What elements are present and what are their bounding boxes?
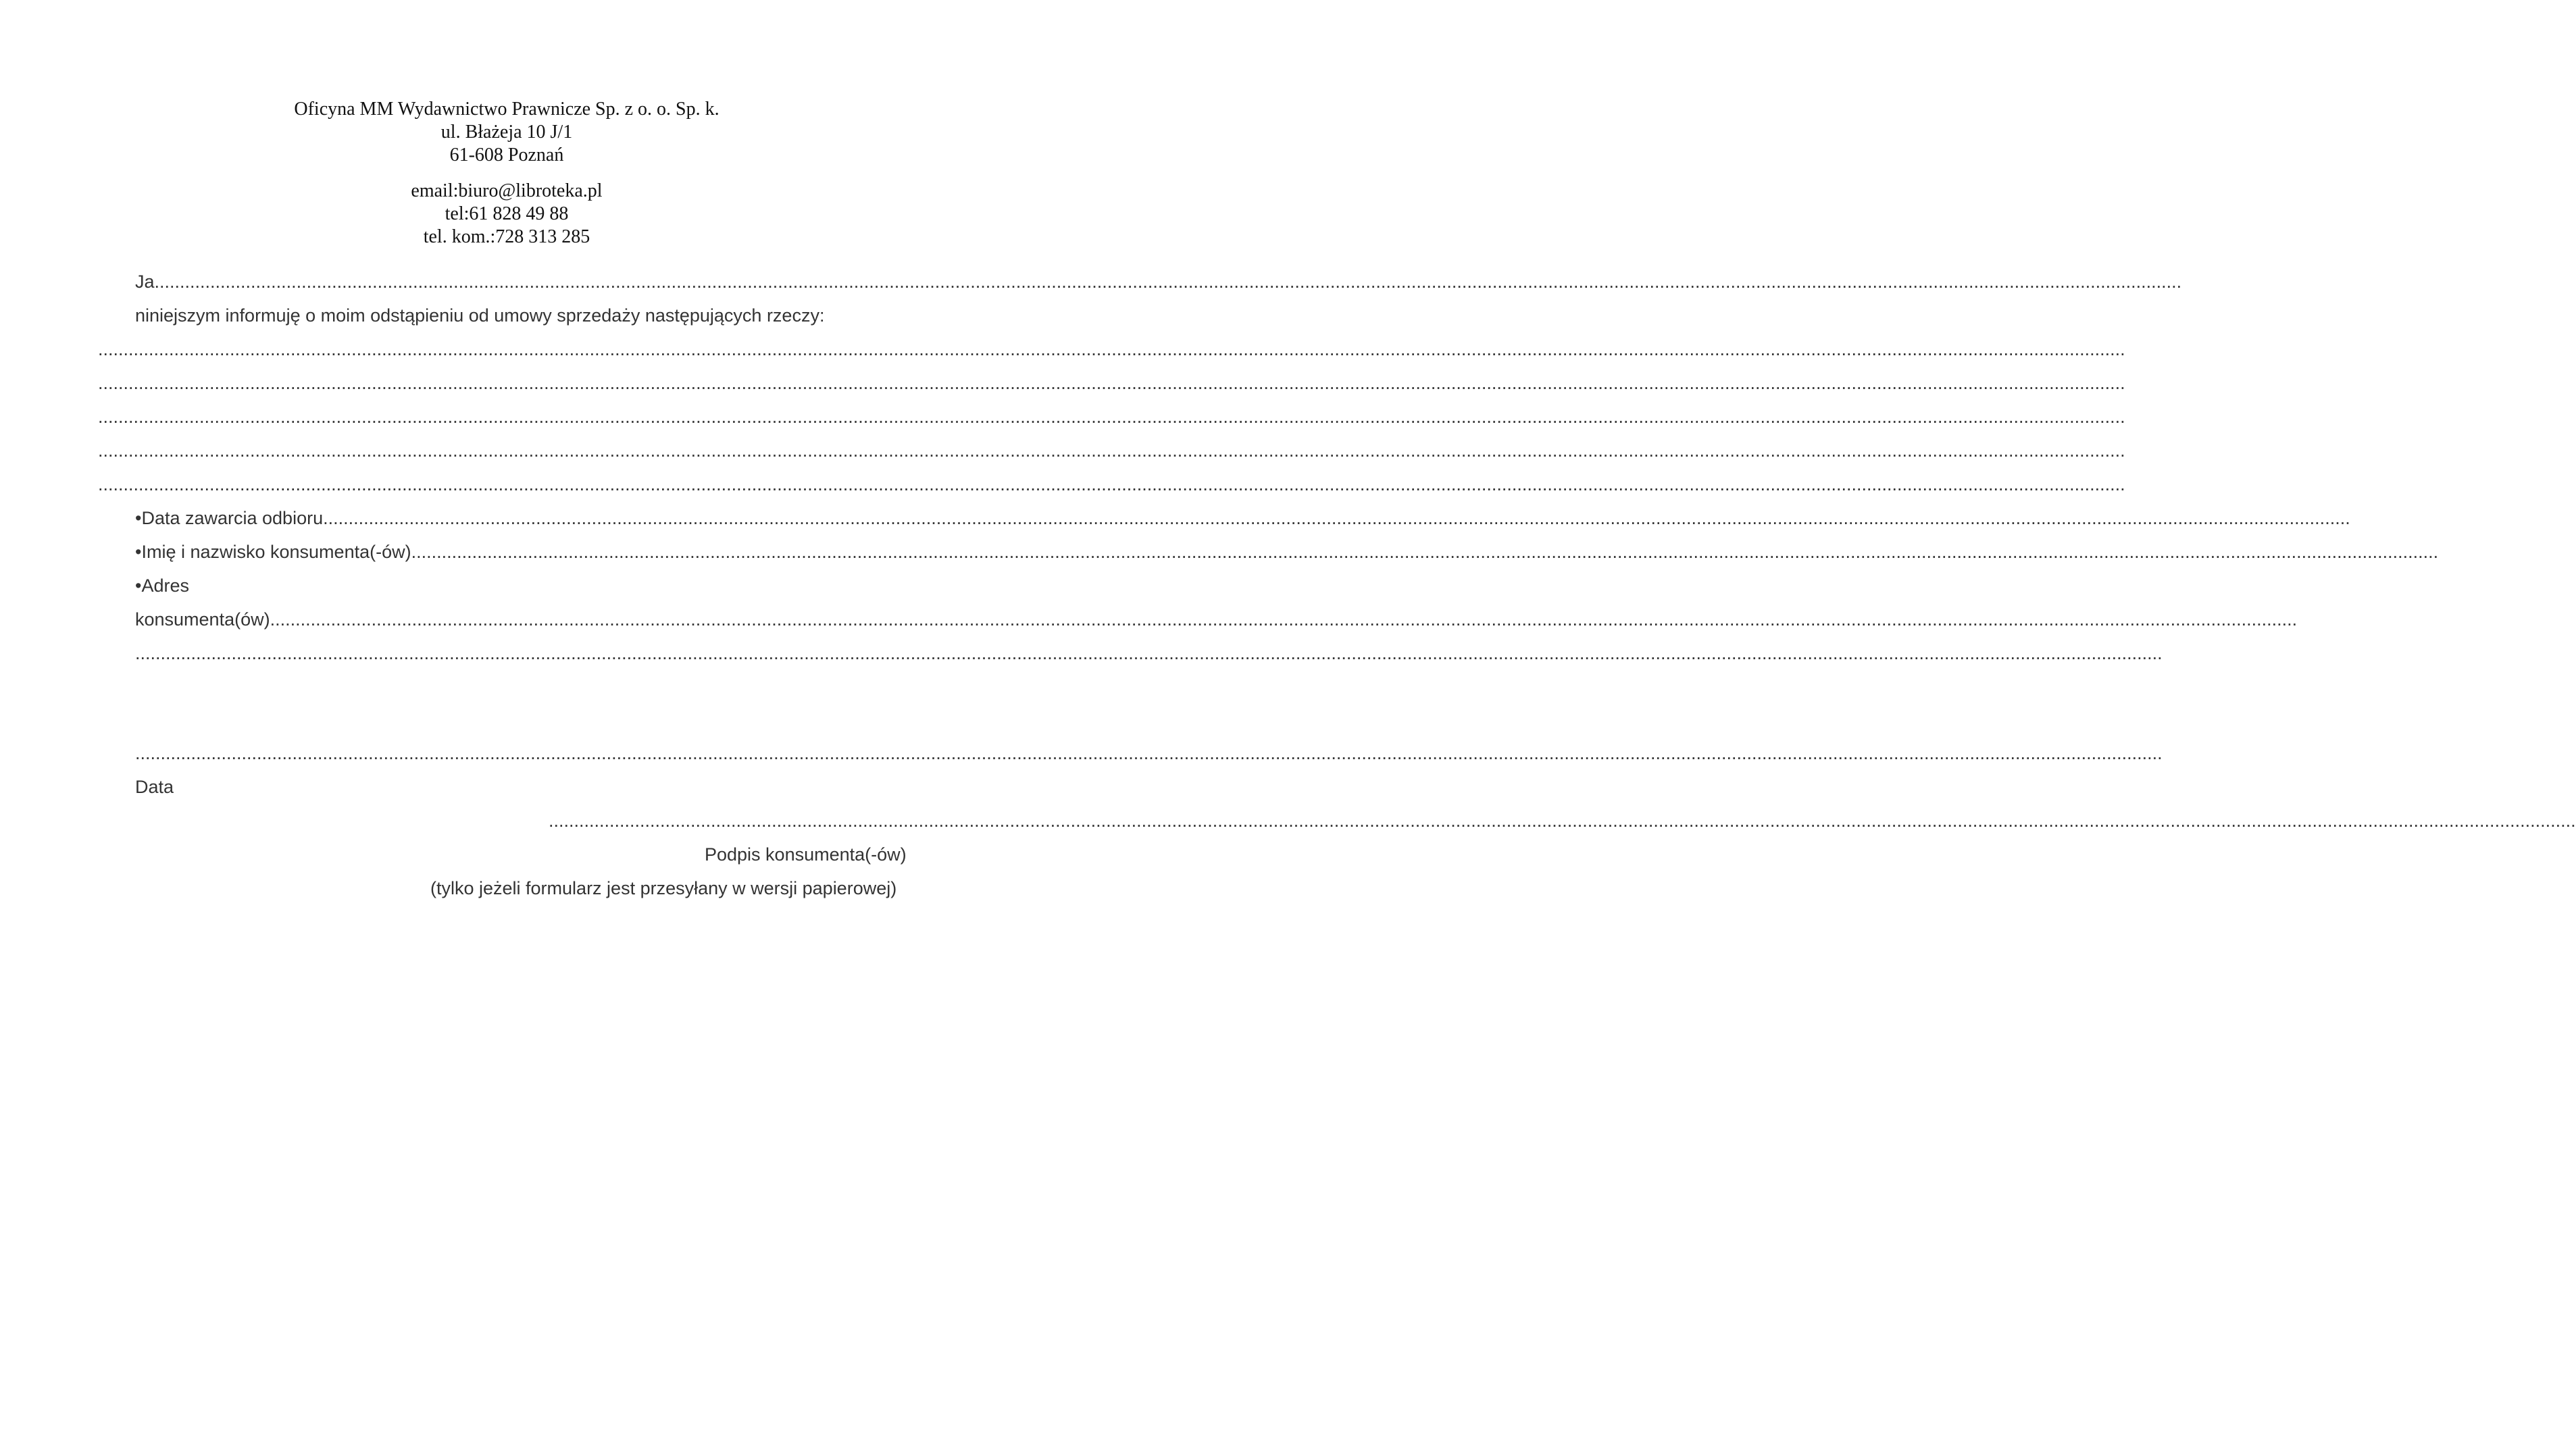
- address-label: •Adres: [135, 575, 189, 596]
- consumer-address-label: konsumenta(ów): [135, 609, 270, 630]
- items-line-5[interactable]: ................................................................................................................................................................................................................................................................................................................................................................................................................: [98, 474, 2125, 494]
- contract-date-field[interactable]: [135, 507, 2350, 530]
- contact-header: [0, 180, 1013, 249]
- consumer-address-dots: ................................................................................................................................................................................................................................................................................................................................................................................................................: [270, 609, 2298, 630]
- email-address: email:biuro@libroteka.pl: [411, 180, 603, 201]
- company-name: Oficyna MM Wydawnictwo Prawnicze Sp. z o. o. Sp. k.: [294, 99, 719, 120]
- city-postal: 61-608 Poznań: [449, 145, 564, 165]
- publisher-header: [0, 98, 1013, 167]
- items-line-3[interactable]: ................................................................................................................................................................................................................................................................................................................................................................................................................: [98, 407, 2125, 427]
- withdrawal-statement: niniejszym informuję o moim odstąpieniu od umowy sprzedaży następujących rzeczy:: [135, 305, 825, 326]
- ja-label: Ja: [135, 272, 155, 292]
- items-line-2[interactable]: ................................................................................................................................................................................................................................................................................................................................................................................................................: [98, 373, 2125, 393]
- phone-number: tel:61 828 49 88: [445, 203, 569, 224]
- consumer-name-field[interactable]: [135, 540, 2439, 563]
- street-address: ul. Błażeja 10 J/1: [440, 122, 573, 143]
- consumer-name-dots: ................................................................................................................................................................................................................................................................................................................................................................................................................: [411, 542, 2439, 562]
- consumer-address-line-2[interactable]: [135, 642, 2163, 665]
- items-line-1[interactable]: ................................................................................................................................................................................................................................................................................................................................................................................................................: [98, 339, 2125, 359]
- signature-caption: Podpis konsumenta(-ów): [705, 844, 907, 865]
- consumer-name-label: •Imię i nazwisko konsumenta(-ów): [135, 542, 411, 562]
- date-signature-line[interactable]: ................................................................................................................................................................................................................................................................................................................................................................................................................: [135, 743, 2163, 763]
- ja-dots: ................................................................................................................................................................................................................................................................................................................................................................................................................: [154, 272, 2182, 292]
- signature-line[interactable]: ................................................................................................................................................................................................................................................................................................................................................................................................................: [549, 811, 2576, 831]
- consumer-address-field[interactable]: [135, 608, 2298, 631]
- consumer-address-dots-2: ................................................................................................................................................................................................................................................................................................................................................................................................................: [135, 643, 2163, 663]
- contract-date-dots: ................................................................................................................................................................................................................................................................................................................................................................................................................: [323, 508, 2350, 528]
- signature-note: (tylko jeżeli formularz jest przesyłany w wersji papierowej): [430, 878, 897, 898]
- date-caption: Data: [135, 777, 174, 797]
- items-line-4[interactable]: ................................................................................................................................................................................................................................................................................................................................................................................................................: [98, 440, 2125, 461]
- contract-date-label: •Data zawarcia odbioru: [135, 508, 324, 528]
- ja-field[interactable]: [135, 270, 2182, 293]
- mobile-number: tel. kom.:728 313 285: [423, 226, 590, 247]
